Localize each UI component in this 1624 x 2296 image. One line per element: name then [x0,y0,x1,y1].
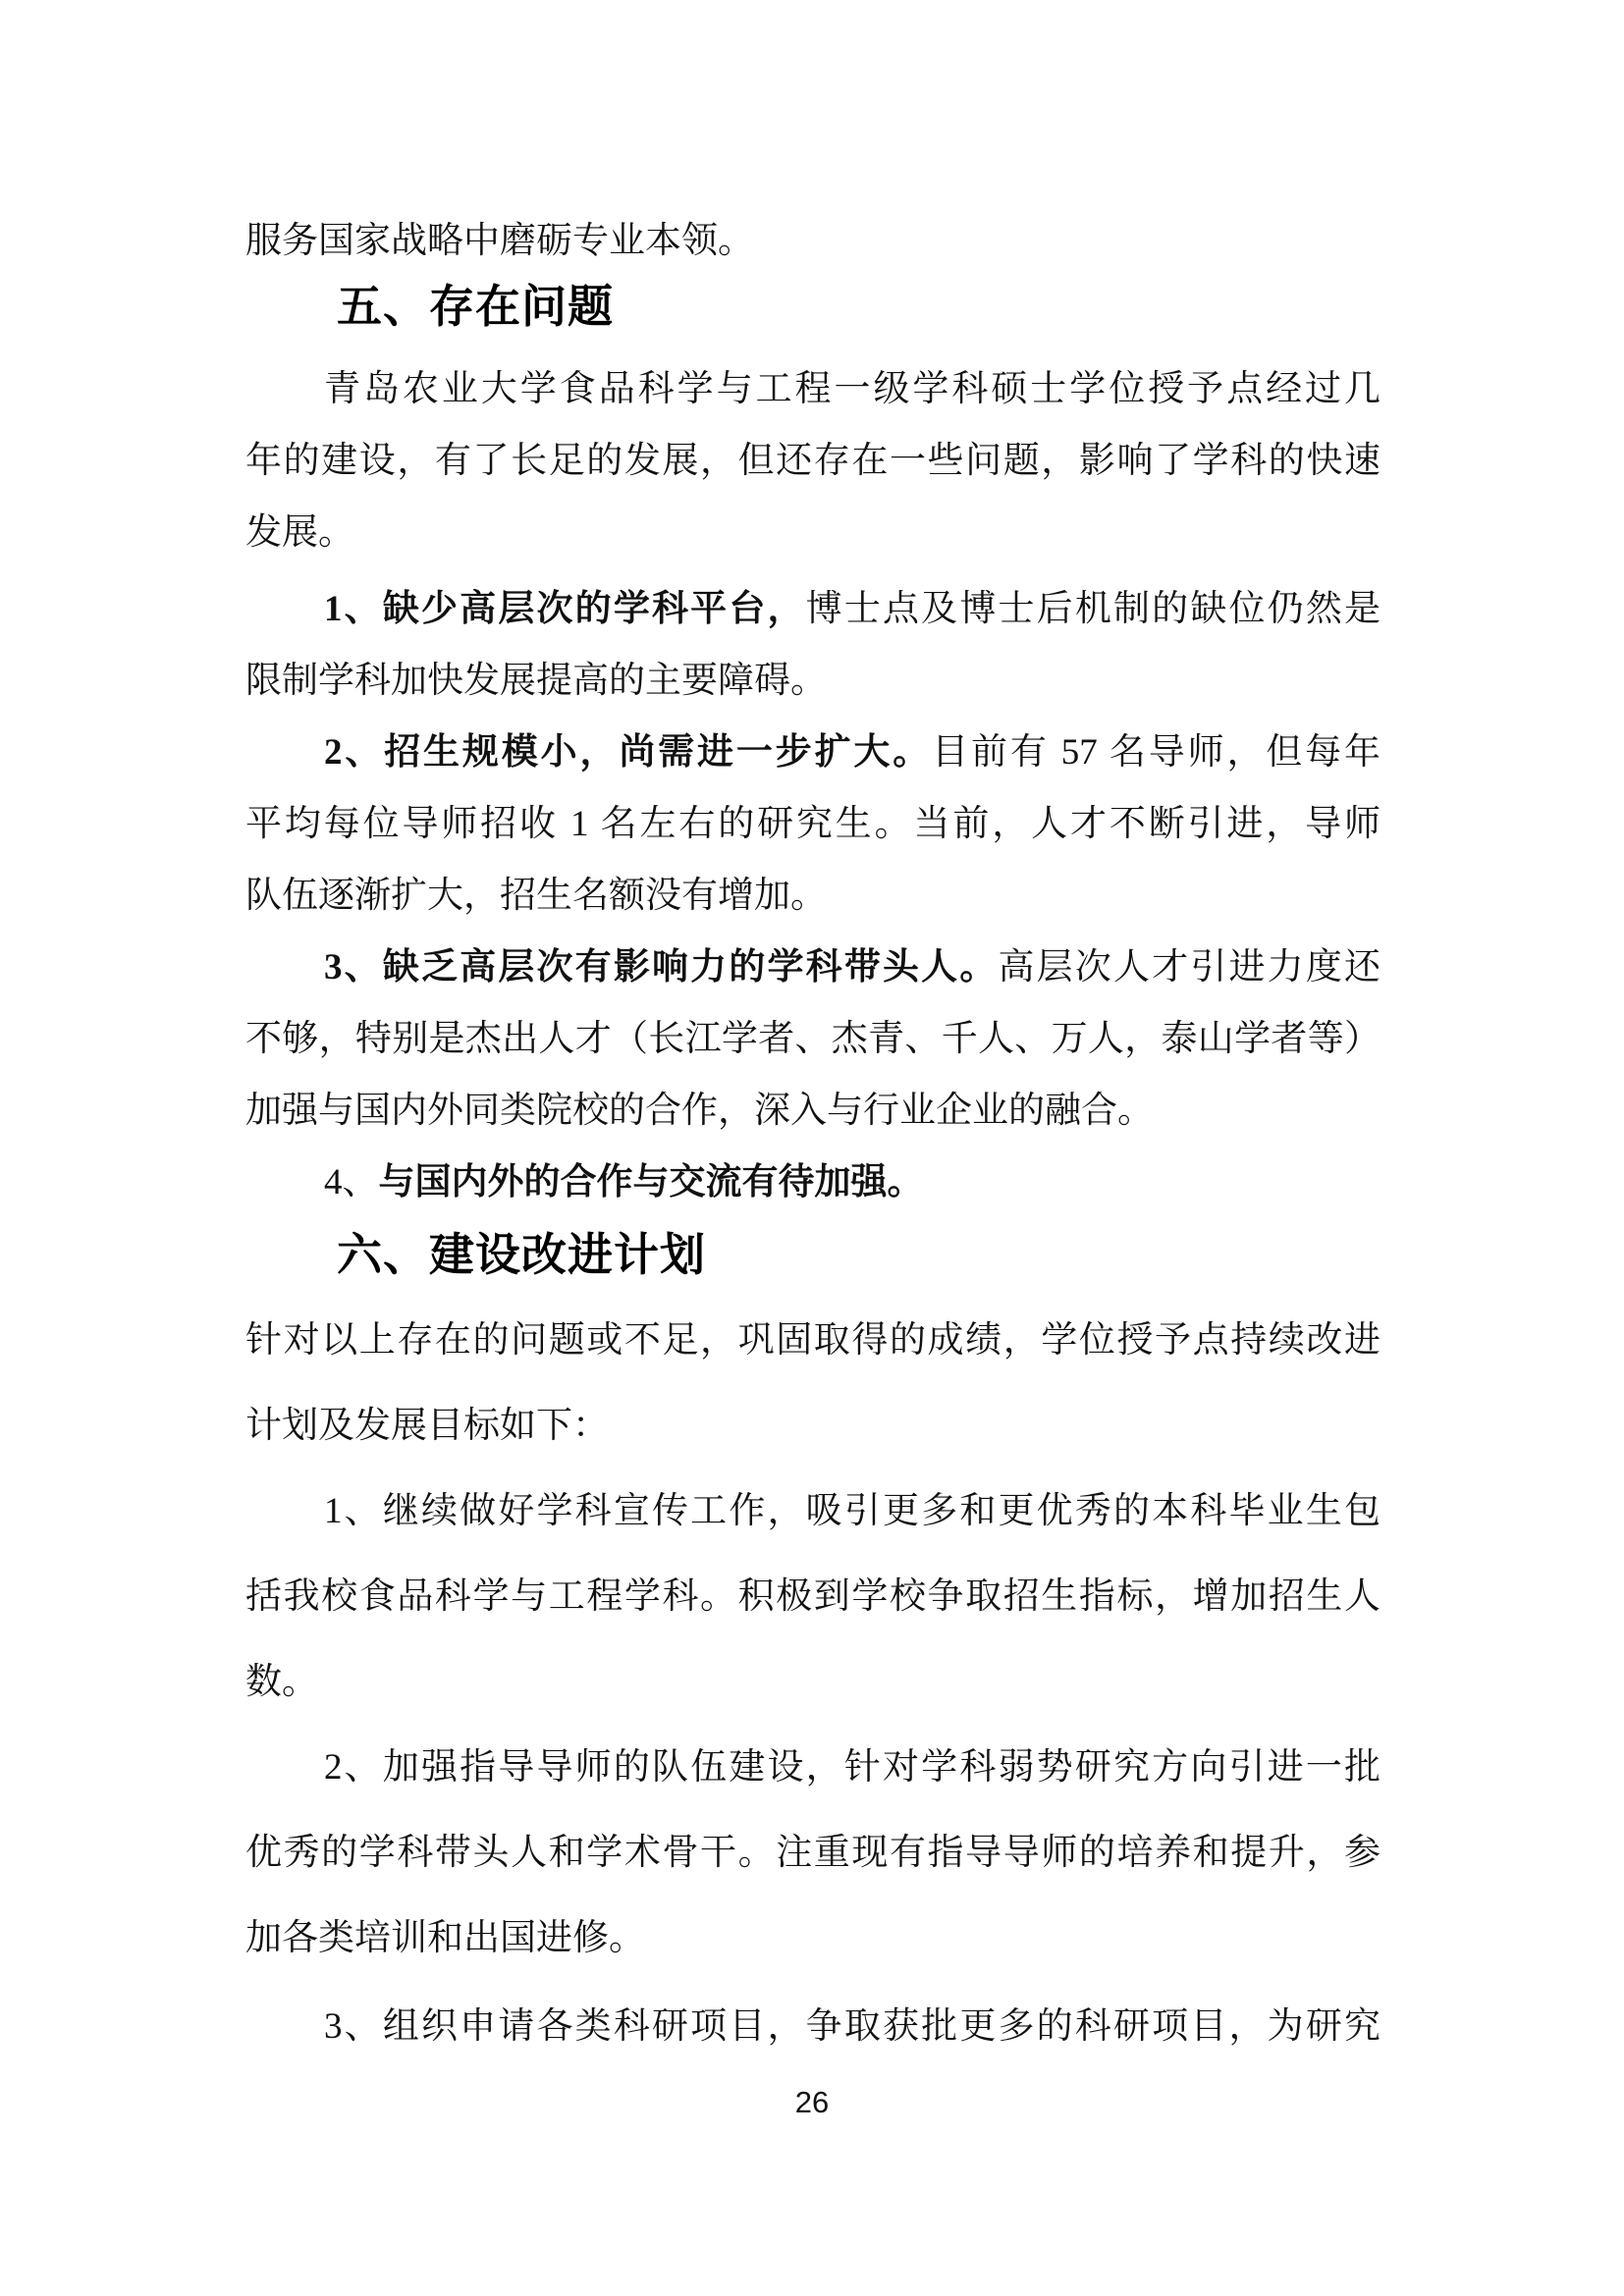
emphasis-text: 1、缺少高层次的学科平台， [324,589,806,629]
item-plan-1-line3 [245,1661,318,1704]
body-text: 2、加强指导导师的队伍建设，针对学科弱势研究方向引进一批 [324,1747,1380,1788]
page-number: 26 [794,2085,830,2119]
body-text: 计划及发展目标如下： [245,1406,609,1446]
para-five-intro-line1 [324,368,1380,411]
item-plan-2-line1 [324,1746,1380,1789]
item-problem-4 [324,1161,924,1204]
para-six-intro-line2 [245,1405,609,1448]
body-text: 数。 [245,1662,318,1702]
heading-section-six [337,1231,706,1278]
item-problem-1-line1 [324,588,1380,631]
item-problem-2-line3 [245,875,827,918]
item-problem-2-line1 [324,731,1380,774]
body-text: 加强与国内外同类院校的合作，深入与行业企业的融合。 [245,1091,1154,1131]
emphasis-text: 3、缺乏高层次有影响力的学科带头人。 [324,947,999,988]
body-text: 针对以上存在的问题或不足，巩固取得的成绩，学位授予点持续改进 [245,1320,1380,1361]
item-problem-2-line2 [245,803,1380,846]
body-text: 加各类培训和出国进修。 [245,1918,645,1958]
item-plan-1-line1 [324,1490,1380,1533]
emphasis-text: 五、存在问题 [337,281,614,332]
para-closing-prev-section [245,220,754,263]
body-text: 4、 [324,1162,379,1202]
body-text: 括我校食品科学与工程学科。积极到学校争取招生指标，增加招生人 [245,1576,1380,1617]
body-text: 3、组织申请各类科研项目，争取获批更多的科研项目，为研究 [324,2006,1380,2047]
body-text: 平均每位导师招收 1 名左右的研究生。当前，人才不断引进，导师 [245,804,1380,844]
body-text: 博士点及博士后机制的缺位仍然是 [805,589,1381,629]
para-five-intro-line3 [245,511,354,555]
item-problem-3-line2 [245,1018,1380,1061]
item-problem-3-line1 [324,946,1380,989]
item-plan-3-line1 [324,2005,1380,2049]
body-text: 优秀的学科带头人和学术骨干。注重现有指导导师的培养和提升，参 [245,1833,1380,1873]
body-text: 发展。 [245,512,354,553]
emphasis-text: 2、招生规模小，尚需进一步扩大。 [324,732,933,773]
item-plan-2-line2 [245,1832,1380,1875]
body-text: 1、继续做好学科宣传工作，吸引更多和更优秀的本科毕业生包 [324,1491,1380,1531]
heading-section-five [337,283,614,330]
para-six-intro-line1 [245,1319,1380,1362]
body-text: 限制学科加快发展提高的主要障碍。 [245,661,827,701]
item-plan-2-line3 [245,1917,645,1960]
body-text: 高层次人才引进力度还 [998,947,1380,988]
item-problem-1-line2 [245,660,827,703]
body-text: 年的建设，有了长足的发展，但还存在一些问题，影响了学科的快速 [245,441,1380,481]
body-text: 不够，特别是杰出人才（长江学者、杰青、千人、万人，泰山学者等） [245,1019,1380,1059]
body-text: 青岛农业大学食品科学与工程一级学科硕士学位授予点经过几 [324,369,1380,409]
emphasis-text: 与国内外的合作与交流有待加强。 [378,1162,924,1202]
para-five-intro-line2 [245,440,1380,483]
item-problem-3-line3 [245,1090,1154,1133]
body-text: 队伍逐渐扩大，招生名额没有增加。 [245,876,827,916]
item-plan-1-line2 [245,1575,1380,1619]
body-text: 服务国家战略中磨砺专业本领。 [245,221,754,261]
emphasis-text: 六、建设改进计划 [337,1229,706,1280]
body-text: 目前有 57 名导师，但每年 [932,732,1381,773]
